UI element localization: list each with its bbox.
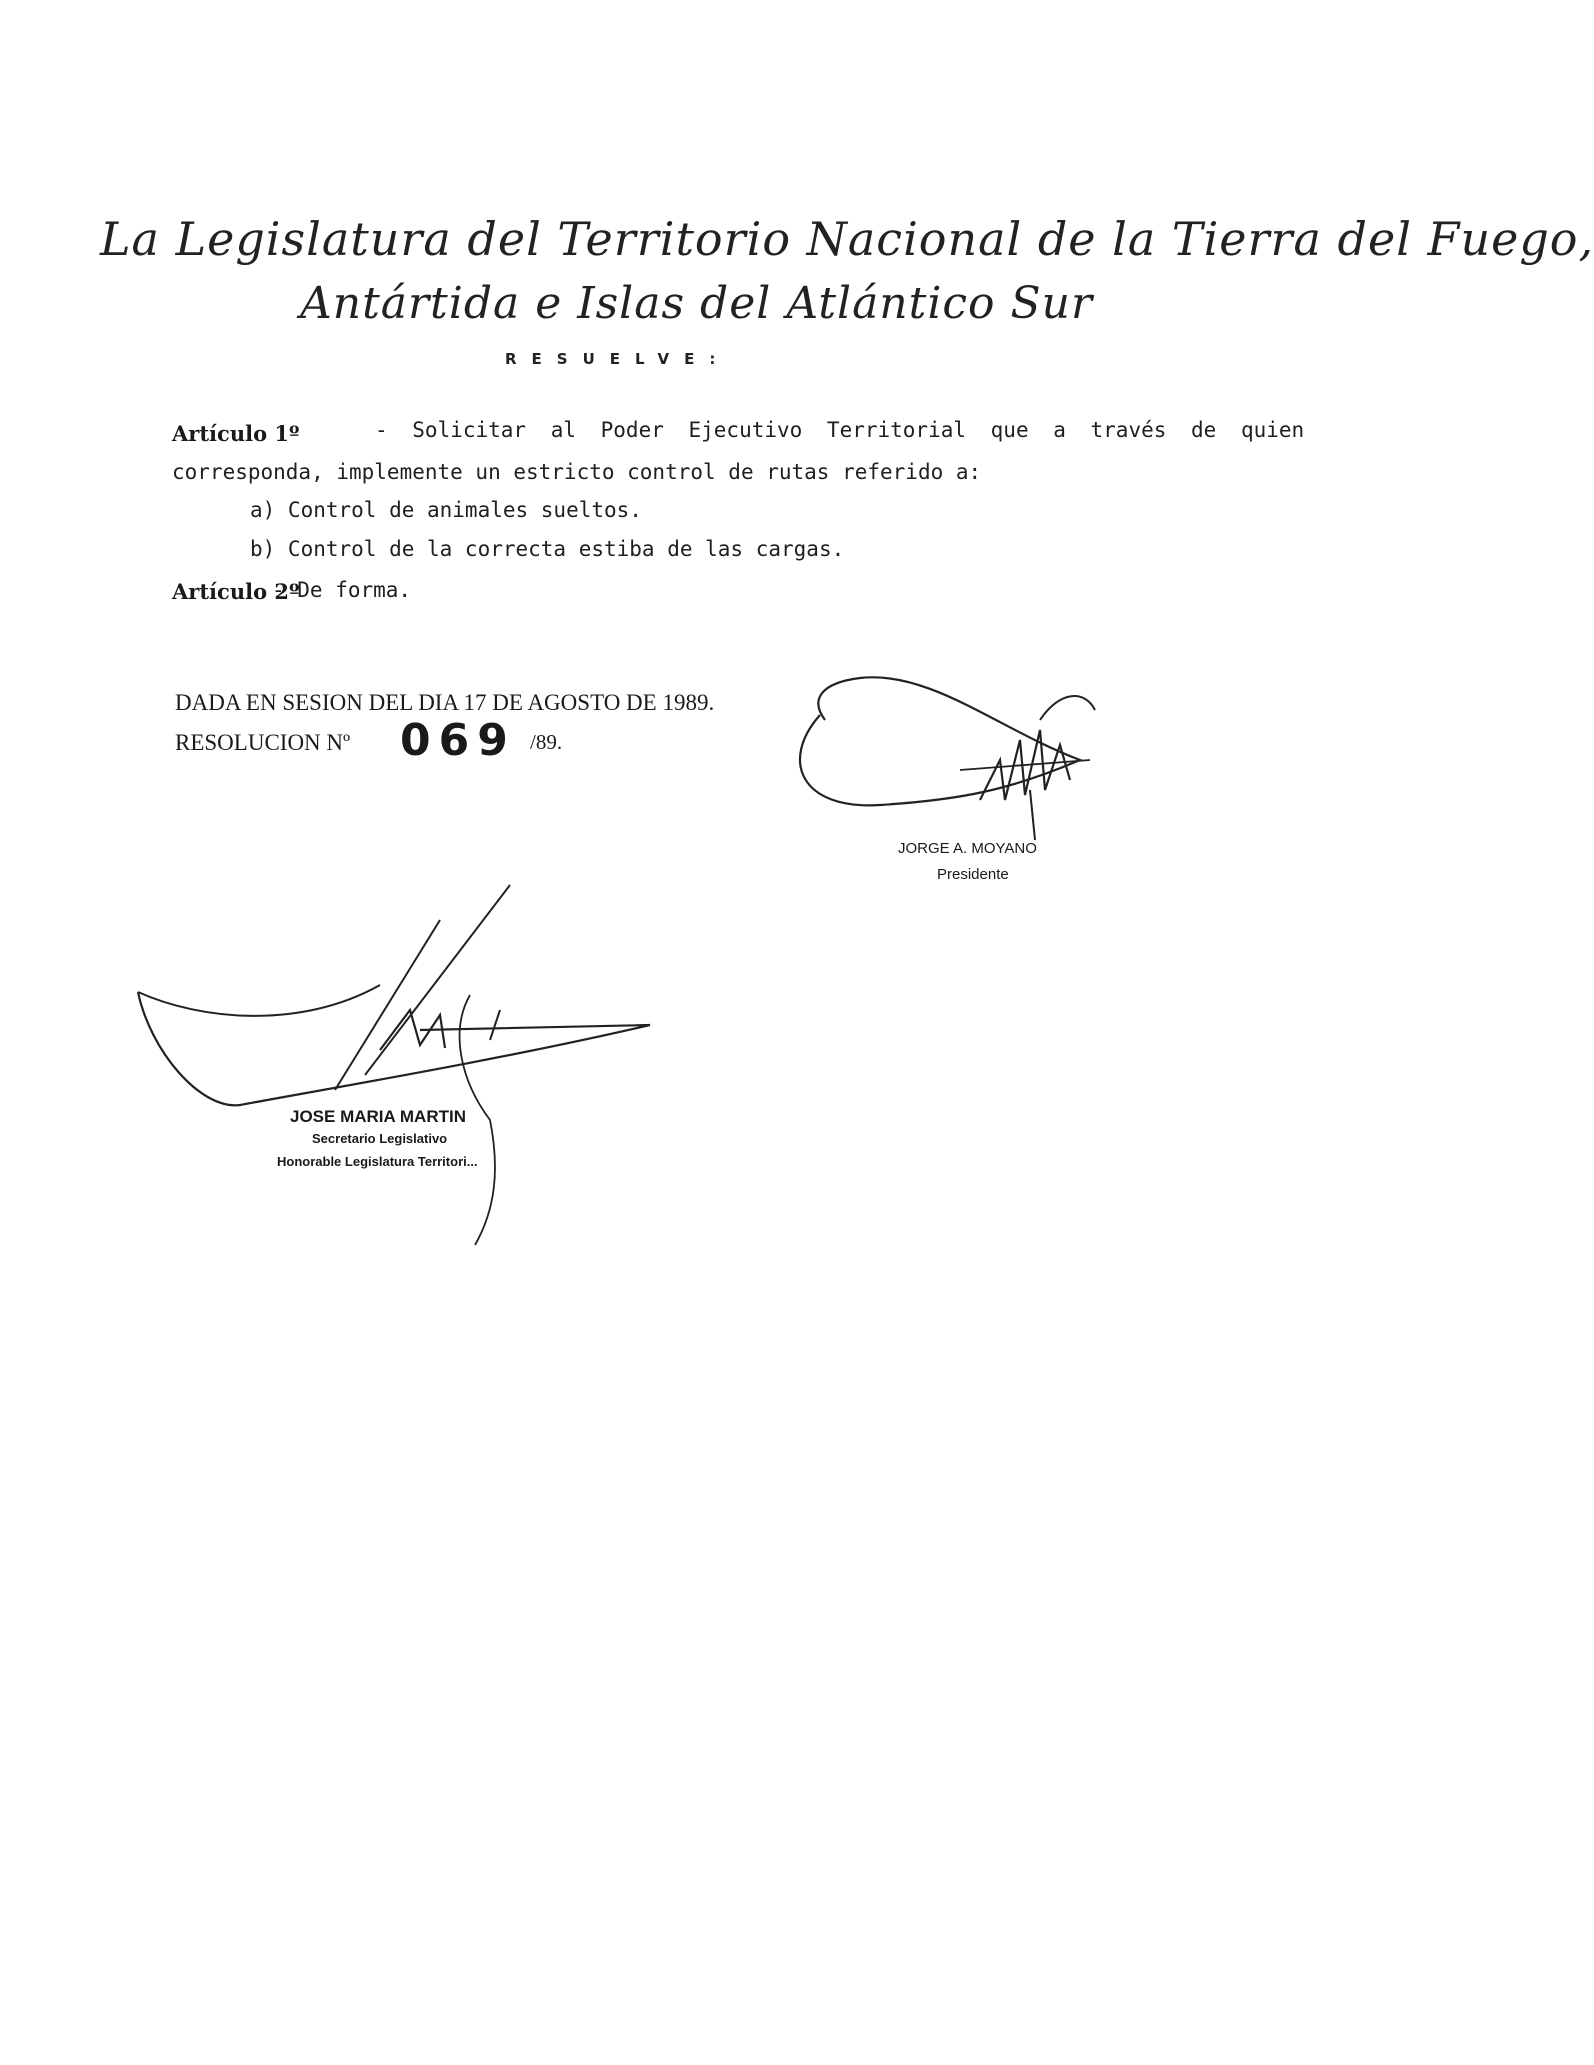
- header-line-1: La Legislatura del Territorio Nacional de la Tierra del Fuego,: [100, 212, 1594, 266]
- president-title: Presidente: [937, 866, 1009, 883]
- secretary-organization: Honorable Legislatura Territori...: [277, 1154, 478, 1169]
- article-1-text-line-1: - Solicitar al Poder Ejecutivo Territorial que a través de quien: [375, 418, 1305, 442]
- resolution-year: /89.: [530, 730, 563, 754]
- secretary-name: JOSE MARIA MARTIN: [290, 1107, 466, 1126]
- article-2-text: - De forma.: [272, 578, 412, 602]
- article-1-item-a: a) Control de animales sueltos.: [250, 498, 642, 522]
- article-1-item-b: b) Control de la correcta estiba de las cargas.: [250, 537, 845, 561]
- header-line-2: Antártida e Islas del Atlántico Sur: [300, 278, 1094, 329]
- resolution-label: RESOLUCION Nº: [175, 730, 351, 755]
- resuelve-heading: RESUELVE:: [505, 350, 731, 368]
- president-name: JORGE A. MOYANO: [898, 840, 1037, 857]
- secretary-title: Secretario Legislativo: [312, 1131, 448, 1146]
- session-date-line: DADA EN SESION DEL DIA 17 DE AGOSTO DE 1989.: [175, 690, 715, 715]
- resolution-number-stamp: 069: [400, 715, 516, 766]
- article-1-text-line-2: corresponda, implemente un estricto control de rutas referido a:: [172, 460, 982, 484]
- article-2-title: Artículo 2º: [172, 579, 300, 604]
- article-1-title: Artículo 1º: [172, 421, 300, 446]
